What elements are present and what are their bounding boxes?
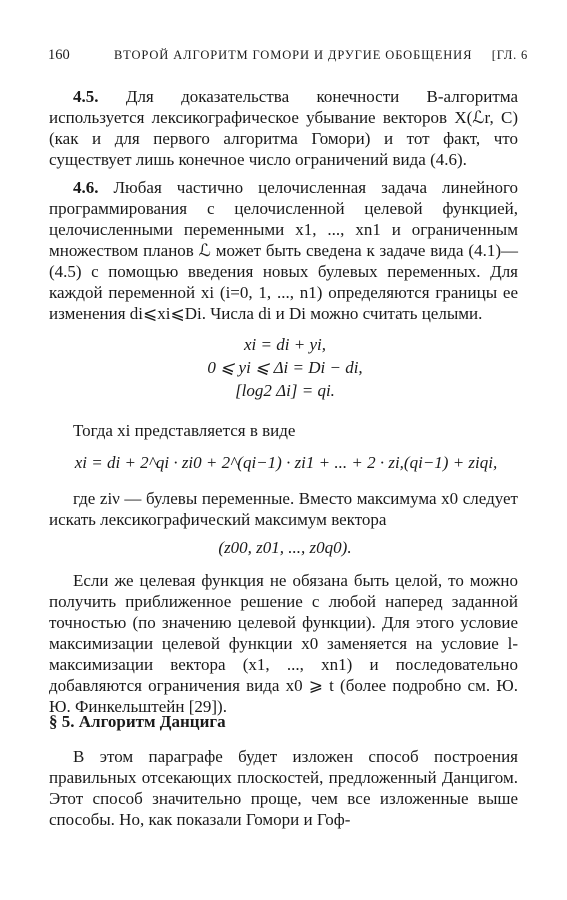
paragraph-4-5 [49,86,518,170]
paragraph-text: Любая частично целочисленная задача линейного программирования с целочисленной целевой функцией, целочисленными переменными x1, ..., xn1 и ограниченным множеством планов ℒ может быть сведена к задаче вида (4.1)—(4.5) с помощью введения новых булевых переменных. Для каждой переменной xi (i=0, 1, ..., n1) определяются границы ее изменения di⩽xi⩽Di. Числа di и Di можно считать целыми. [49,178,518,323]
section-heading: § 5. Алгоритм Данцига [49,712,226,731]
text-where: где ziν — булевы переменные. Вместо максимума x0 следует искать лексикографический максимум вектора [49,489,518,529]
paragraph-label: 4.6. [73,178,99,197]
paragraph-text: Для доказательства конечности B-алгоритма используется лексикографическое убывание векторов X(ℒr, C) (как и для первого алгоритма Гомори) и тот факт, что существует лишь конечное число ограничений вида (4.6). [49,87,519,169]
chapter-marker: [ГЛ. 6 [491,48,528,62]
paragraph-4-6 [49,177,518,324]
page-number: 160 [48,47,70,63]
equation-2: 0 ⩽ yi ⩽ Δi = Di − di, [207,358,363,377]
paragraph-label: 4.5. [73,87,99,106]
paragraph-objective: Если же целевая функция не обязана быть целой, то можно получить приближенное решение с любой наперед заданной точностью (по значению целевой функции). Для этого условие максимизации целевой функции x0 заменяется на условие l-максимизации вектора (x1, ..., xn1) и последовательно добавляются ограничения вида x0 ⩾ t (более подробно см. Ю. Ю. Финкельштейн [29]). [49,571,518,716]
equation-1: xi = di + yi, [244,335,326,354]
running-header [48,45,528,67]
running-title: ВТОРОЙ АЛГОРИТМ ГОМОРИ И ДРУГИЕ ОБОБЩЕНИЯ [114,48,473,62]
text-then: Тогда xi представляется в виде [73,421,296,440]
equation-4: xi = di + 2^qi · zi0 + 2^(qi−1) · zi1 + ... + 2 · zi,(qi−1) + ziqi, [74,453,498,472]
paragraph-dantzig: В этом параграфе будет изложен способ построения правильных отсекающих плоскостей, предложенный Данцигом. Этот способ значительно проще, чем все изложенные выше способы. Но, как показали Гомори и Гоф- [49,747,518,829]
equation-3: [log2 Δi] = qi. [235,381,335,400]
equation-5: (z00, z01, ..., z0q0). [218,538,352,557]
